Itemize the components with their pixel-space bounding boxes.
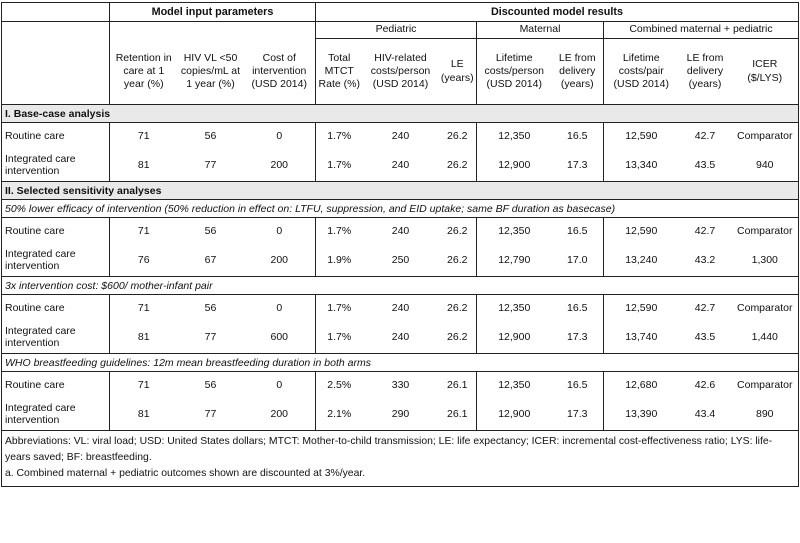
row-label: Routine care <box>2 123 110 150</box>
table-cell: 43.5 <box>694 331 716 343</box>
col-header-hiv-vl: HIV VL <50 copies/mL at 1 year (%) <box>178 39 244 105</box>
table-row <box>2 123 799 150</box>
section-title: II. Selected sensitivity analyses <box>2 182 799 200</box>
table-cell: 12,900 <box>498 331 531 343</box>
col-header-icer: ICER ($/LYS) <box>732 39 799 105</box>
table-row <box>2 372 799 399</box>
scenario-title: WHO breastfeeding guidelines: 12m mean breastfeeding duration in both arms <box>2 354 799 372</box>
table-row <box>2 295 799 322</box>
table-cell: Comparator <box>732 123 799 150</box>
table-cell: 71 <box>137 130 150 142</box>
table-cell: 76 <box>137 254 150 266</box>
col-header-maternal-costs: Lifetime costs/person (USD 2014) <box>477 39 552 105</box>
scenario-header <box>2 277 799 295</box>
table-cell: 26.2 <box>439 321 477 354</box>
table-cell: Comparator <box>732 218 799 245</box>
table-cell: 81 <box>137 331 150 343</box>
table-cell: 1.9% <box>327 254 352 266</box>
row-label: Routine care <box>2 218 110 245</box>
table-cell: 1,300 <box>732 244 799 277</box>
subgroup-maternal: Maternal <box>477 22 604 39</box>
table-cell: 42.7 <box>694 302 716 314</box>
group-model-results: Discounted model results <box>316 3 799 22</box>
section-title: I. Base-case analysis <box>2 105 799 123</box>
table-cell: 56 <box>204 379 217 391</box>
scenario-title: 3x intervention cost: $600/ mother-infant pair <box>2 277 799 295</box>
table-cell: 77 <box>204 331 217 343</box>
section-header <box>2 182 799 200</box>
header-blank-inputs <box>110 22 316 39</box>
table-cell: 13,240 <box>625 254 658 266</box>
table-cell: 12,590 <box>625 225 658 237</box>
table-cell: 2.1% <box>327 408 352 420</box>
table-cell: 81 <box>137 408 150 420</box>
table-cell: 1.7% <box>327 159 352 171</box>
table-cell: 17.3 <box>552 398 604 431</box>
col-header-ped-le: LE (years) <box>439 39 477 105</box>
col-header-retention: Retention in care at 1 year (%) <box>110 39 178 105</box>
table-cell: 56 <box>204 130 217 142</box>
table-cell: 26.2 <box>439 123 477 150</box>
table-cell: 12,590 <box>625 130 658 142</box>
table-cell: 0 <box>244 218 316 245</box>
table-cell: 250 <box>391 254 410 266</box>
table-cell: 200 <box>244 149 316 182</box>
table-cell: 12,790 <box>498 254 531 266</box>
table-cell: 290 <box>391 408 410 420</box>
table-cell: 71 <box>137 225 150 237</box>
table-cell: 12,900 <box>498 159 531 171</box>
row-label: Integrated care intervention <box>2 149 110 182</box>
table-cell: 1.7% <box>327 225 352 237</box>
col-header-mtct-rate: Total MTCT Rate (%) <box>316 39 363 105</box>
row-label: Integrated care intervention <box>2 398 110 431</box>
table-cell: 43.4 <box>694 408 716 420</box>
table-cell: 0 <box>244 372 316 399</box>
table-cell: 77 <box>204 159 217 171</box>
table-cell: 71 <box>137 302 150 314</box>
col-header-combined-le: LE from delivery (years) <box>679 39 732 105</box>
table-cell: Comparator <box>732 295 799 322</box>
header-label-col <box>2 39 110 105</box>
table-cell: 2.5% <box>327 379 352 391</box>
header-blank <box>2 22 110 39</box>
table-cell: 1.7% <box>327 331 352 343</box>
table-cell: 77 <box>204 408 217 420</box>
table-cell: 16.5 <box>552 123 604 150</box>
table-cell: 17.3 <box>552 321 604 354</box>
table-cell: 330 <box>391 379 410 391</box>
footnote-abbreviations: Abbreviations: VL: viral load; USD: United States dollars; MTCT: Mother-to-child transmission; LE: life expectancy; ICER: incremental cost-effectiveness ratio; LYS: life-years saved; BF: breastfeeding. <box>5 436 773 464</box>
table-cell: 67 <box>204 254 217 266</box>
table-cell: 1.7% <box>327 302 352 314</box>
table-cell: 240 <box>391 302 410 314</box>
col-header-intervention-cost: Cost of intervention (USD 2014) <box>244 39 316 105</box>
table-cell: 16.5 <box>552 295 604 322</box>
table-cell: 12,350 <box>498 225 531 237</box>
table-cell: 13,340 <box>625 159 658 171</box>
table-cell: 940 <box>732 149 799 182</box>
row-label: Routine care <box>2 295 110 322</box>
table-body <box>2 105 799 431</box>
table-cell: 12,590 <box>625 302 658 314</box>
table-cell: 26.1 <box>439 372 477 399</box>
table-cell: 16.5 <box>552 372 604 399</box>
table-cell: 0 <box>244 123 316 150</box>
subgroup-pediatric: Pediatric <box>316 22 477 39</box>
table-cell: 240 <box>391 225 410 237</box>
scenario-header <box>2 200 799 218</box>
header-corner <box>2 3 110 22</box>
table-cell: 26.1 <box>439 398 477 431</box>
table-cell: 12,350 <box>498 379 531 391</box>
table-cell: 56 <box>204 302 217 314</box>
table-cell: 26.2 <box>439 295 477 322</box>
table-row <box>2 218 799 245</box>
table-cell: 42.6 <box>694 379 716 391</box>
table-cell: Comparator <box>732 372 799 399</box>
table-cell: 26.2 <box>439 218 477 245</box>
table-cell: 42.7 <box>694 225 716 237</box>
table-cell: 12,350 <box>498 130 531 142</box>
table-cell: 200 <box>244 244 316 277</box>
table-cell: 1,440 <box>732 321 799 354</box>
table-cell: 26.2 <box>439 149 477 182</box>
table-cell: 56 <box>204 225 217 237</box>
row-label: Routine care <box>2 372 110 399</box>
table-cell: 12,680 <box>625 379 658 391</box>
table-cell: 42.7 <box>694 130 716 142</box>
scenario-header <box>2 354 799 372</box>
table-row <box>2 398 799 431</box>
row-label: Integrated care intervention <box>2 321 110 354</box>
table-cell: 16.5 <box>552 218 604 245</box>
table-row <box>2 244 799 277</box>
col-header-maternal-le: LE from delivery (years) <box>552 39 604 105</box>
table-row <box>2 149 799 182</box>
table-cell: 26.2 <box>439 244 477 277</box>
table-cell: 240 <box>391 130 410 142</box>
results-table <box>1 2 799 487</box>
table-cell: 71 <box>137 379 150 391</box>
footnote-a: a. Combined maternal + pediatric outcomes shown are discounted at 3%/year. <box>5 468 366 480</box>
table-cell: 240 <box>391 159 410 171</box>
scenario-title: 50% lower efficacy of intervention (50% reduction in effect on: LTFU, suppression, and EID uptake; same BF duration as basecase) <box>2 200 799 218</box>
table-cell: 13,740 <box>625 331 658 343</box>
col-header-pair-costs: Lifetime costs/pair (USD 2014) <box>604 39 679 105</box>
table-cell: 12,900 <box>498 408 531 420</box>
table-cell: 17.0 <box>552 244 604 277</box>
row-label: Integrated care intervention <box>2 244 110 277</box>
col-header-hiv-costs: HIV-related costs/person (USD 2014) <box>363 39 439 105</box>
section-header <box>2 105 799 123</box>
group-model-inputs: Model input parameters <box>110 3 316 22</box>
table-cell: 1.7% <box>327 130 352 142</box>
table-cell: 81 <box>137 159 150 171</box>
table-cell: 240 <box>391 331 410 343</box>
table-cell: 43.2 <box>694 254 716 266</box>
subgroup-combined: Combined maternal + pediatric <box>604 22 799 39</box>
table-cell: 13,390 <box>625 408 658 420</box>
table-cell: 0 <box>244 295 316 322</box>
table-footnotes <box>2 431 799 487</box>
table-cell: 600 <box>244 321 316 354</box>
table-cell: 200 <box>244 398 316 431</box>
table-cell: 890 <box>732 398 799 431</box>
table-cell: 43.5 <box>694 159 716 171</box>
table-cell: 12,350 <box>498 302 531 314</box>
table-row <box>2 321 799 354</box>
table-header <box>2 3 799 105</box>
table-cell: 17.3 <box>552 149 604 182</box>
